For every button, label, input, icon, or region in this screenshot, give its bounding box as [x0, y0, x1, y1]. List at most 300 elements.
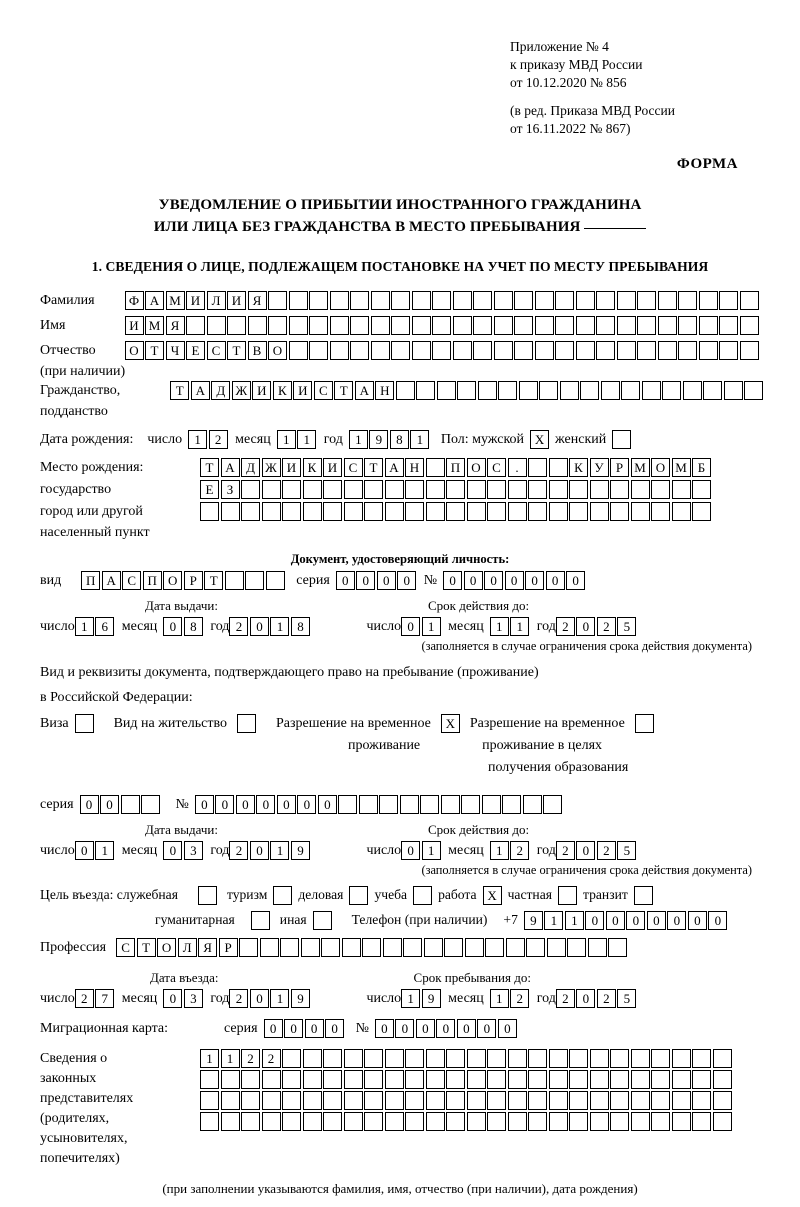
temp-residence-checkbox[interactable]: X: [441, 714, 460, 733]
char-cell[interactable]: 0: [576, 989, 595, 1008]
char-cell[interactable]: [225, 571, 244, 590]
migration-number-boxes[interactable]: [375, 1019, 519, 1038]
char-cell[interactable]: [221, 1091, 240, 1110]
char-cell[interactable]: [383, 938, 402, 957]
char-cell[interactable]: [405, 1049, 424, 1068]
char-cell[interactable]: 2: [597, 617, 616, 636]
char-cell[interactable]: [338, 795, 357, 814]
char-cell[interactable]: [432, 291, 451, 310]
char-cell[interactable]: [692, 1070, 711, 1089]
char-cell[interactable]: [268, 291, 287, 310]
char-cell[interactable]: [344, 480, 363, 499]
char-cell[interactable]: [426, 1112, 445, 1131]
edu-residence-checkbox[interactable]: [635, 714, 654, 733]
char-cell[interactable]: [631, 480, 650, 499]
char-cell[interactable]: [699, 341, 718, 360]
char-cell[interactable]: [221, 502, 240, 521]
char-cell[interactable]: П: [143, 571, 162, 590]
char-cell[interactable]: [323, 1091, 342, 1110]
char-cell[interactable]: [703, 381, 722, 400]
char-cell[interactable]: [301, 938, 320, 957]
char-cell[interactable]: 0: [566, 571, 585, 590]
char-cell[interactable]: 0: [626, 911, 645, 930]
char-cell[interactable]: [610, 1070, 629, 1089]
purpose-other-checkbox[interactable]: [313, 911, 332, 930]
char-cell[interactable]: [642, 381, 661, 400]
char-cell[interactable]: [432, 341, 451, 360]
char-cell[interactable]: [426, 502, 445, 521]
char-cell[interactable]: [412, 341, 431, 360]
char-cell[interactable]: [651, 480, 670, 499]
char-cell[interactable]: [416, 381, 435, 400]
char-cell[interactable]: [437, 381, 456, 400]
char-cell[interactable]: [719, 316, 738, 335]
char-cell[interactable]: [268, 316, 287, 335]
char-cell[interactable]: [535, 341, 554, 360]
char-cell[interactable]: [405, 502, 424, 521]
char-cell[interactable]: 2: [597, 841, 616, 860]
char-cell[interactable]: [444, 938, 463, 957]
char-cell[interactable]: 0: [576, 617, 595, 636]
char-cell[interactable]: [535, 291, 554, 310]
entry-day-boxes[interactable]: [75, 989, 116, 1008]
char-cell[interactable]: [303, 1049, 322, 1068]
char-cell[interactable]: [651, 1091, 670, 1110]
char-cell[interactable]: [321, 938, 340, 957]
purpose-business-checkbox[interactable]: [349, 886, 368, 905]
char-cell[interactable]: 1: [200, 1049, 219, 1068]
char-cell[interactable]: [446, 1049, 465, 1068]
char-cell[interactable]: [744, 381, 763, 400]
char-cell[interactable]: [713, 1049, 732, 1068]
char-cell[interactable]: [239, 938, 258, 957]
char-cell[interactable]: [610, 1112, 629, 1131]
char-cell[interactable]: [420, 795, 439, 814]
char-cell[interactable]: [441, 795, 460, 814]
doc-issue-day-boxes[interactable]: [75, 617, 116, 636]
char-cell[interactable]: 0: [401, 617, 420, 636]
char-cell[interactable]: С: [344, 458, 363, 477]
permit-valid-year-boxes[interactable]: [556, 841, 638, 860]
char-cell[interactable]: [241, 1112, 260, 1131]
char-cell[interactable]: 0: [250, 617, 269, 636]
legal-rep-boxes-row-2[interactable]: [200, 1070, 733, 1089]
char-cell[interactable]: И: [282, 458, 301, 477]
char-cell[interactable]: 2: [229, 989, 248, 1008]
char-cell[interactable]: 8: [291, 617, 310, 636]
doc-valid-day-boxes[interactable]: [401, 617, 442, 636]
char-cell[interactable]: 0: [477, 1019, 496, 1038]
char-cell[interactable]: [651, 1112, 670, 1131]
char-cell[interactable]: [514, 291, 533, 310]
doc-valid-month-boxes[interactable]: [490, 617, 531, 636]
char-cell[interactable]: [672, 1049, 691, 1068]
char-cell[interactable]: 1: [510, 617, 529, 636]
char-cell[interactable]: [506, 938, 525, 957]
char-cell[interactable]: [344, 1091, 363, 1110]
char-cell[interactable]: [494, 341, 513, 360]
citizenship-boxes[interactable]: [170, 381, 765, 400]
char-cell[interactable]: 2: [262, 1049, 281, 1068]
char-cell[interactable]: [303, 1112, 322, 1131]
doc-valid-year-boxes[interactable]: [556, 617, 638, 636]
char-cell[interactable]: .: [508, 458, 527, 477]
char-cell[interactable]: 0: [436, 1019, 455, 1038]
char-cell[interactable]: [362, 938, 381, 957]
char-cell[interactable]: [405, 480, 424, 499]
char-cell[interactable]: [280, 938, 299, 957]
char-cell[interactable]: 1: [270, 989, 289, 1008]
char-cell[interactable]: [549, 480, 568, 499]
char-cell[interactable]: А: [221, 458, 240, 477]
char-cell[interactable]: [344, 502, 363, 521]
char-cell[interactable]: [262, 1112, 281, 1131]
char-cell[interactable]: [590, 1049, 609, 1068]
char-cell[interactable]: 0: [395, 1019, 414, 1038]
surname-boxes[interactable]: [125, 291, 761, 310]
char-cell[interactable]: [330, 316, 349, 335]
char-cell[interactable]: [631, 1091, 650, 1110]
char-cell[interactable]: 0: [708, 911, 727, 930]
char-cell[interactable]: И: [227, 291, 246, 310]
char-cell[interactable]: [549, 1091, 568, 1110]
char-cell[interactable]: [344, 1112, 363, 1131]
char-cell[interactable]: М: [166, 291, 185, 310]
char-cell[interactable]: 0: [401, 841, 420, 860]
char-cell[interactable]: [385, 1091, 404, 1110]
char-cell[interactable]: Н: [405, 458, 424, 477]
sex-male-checkbox[interactable]: X: [530, 430, 549, 449]
char-cell[interactable]: 0: [250, 841, 269, 860]
char-cell[interactable]: 1: [75, 617, 94, 636]
char-cell[interactable]: [528, 1091, 547, 1110]
char-cell[interactable]: [371, 316, 390, 335]
char-cell[interactable]: [692, 1112, 711, 1131]
char-cell[interactable]: [560, 381, 579, 400]
char-cell[interactable]: 6: [95, 617, 114, 636]
residence-permit-checkbox[interactable]: [237, 714, 256, 733]
char-cell[interactable]: [266, 571, 285, 590]
char-cell[interactable]: [364, 1112, 383, 1131]
char-cell[interactable]: [713, 1070, 732, 1089]
char-cell[interactable]: [412, 291, 431, 310]
char-cell[interactable]: 0: [318, 795, 337, 814]
char-cell[interactable]: [262, 1091, 281, 1110]
char-cell[interactable]: [569, 1091, 588, 1110]
char-cell[interactable]: [364, 1070, 383, 1089]
char-cell[interactable]: [596, 291, 615, 310]
char-cell[interactable]: [391, 341, 410, 360]
char-cell[interactable]: 1: [490, 989, 509, 1008]
purpose-service-checkbox[interactable]: [198, 886, 217, 905]
char-cell[interactable]: [473, 316, 492, 335]
char-cell[interactable]: О: [651, 458, 670, 477]
char-cell[interactable]: З: [221, 480, 240, 499]
char-cell[interactable]: 2: [597, 989, 616, 1008]
char-cell[interactable]: А: [102, 571, 121, 590]
char-cell[interactable]: Б: [692, 458, 711, 477]
char-cell[interactable]: Я: [198, 938, 217, 957]
char-cell[interactable]: [350, 316, 369, 335]
char-cell[interactable]: [590, 1112, 609, 1131]
doc-issue-year-boxes[interactable]: [229, 617, 311, 636]
purpose-humanitarian-checkbox[interactable]: [251, 911, 270, 930]
char-cell[interactable]: [528, 502, 547, 521]
char-cell[interactable]: [241, 1091, 260, 1110]
char-cell[interactable]: М: [145, 316, 164, 335]
char-cell[interactable]: [699, 291, 718, 310]
char-cell[interactable]: 2: [510, 841, 529, 860]
char-cell[interactable]: С: [207, 341, 226, 360]
char-cell[interactable]: [576, 291, 595, 310]
char-cell[interactable]: [482, 795, 501, 814]
char-cell[interactable]: Т: [145, 341, 164, 360]
char-cell[interactable]: 0: [100, 795, 119, 814]
char-cell[interactable]: [467, 480, 486, 499]
char-cell[interactable]: [432, 316, 451, 335]
char-cell[interactable]: [658, 341, 677, 360]
char-cell[interactable]: У: [590, 458, 609, 477]
char-cell[interactable]: [596, 341, 615, 360]
doc-number-boxes[interactable]: [443, 571, 587, 590]
char-cell[interactable]: 7: [95, 989, 114, 1008]
char-cell[interactable]: [241, 480, 260, 499]
char-cell[interactable]: [262, 502, 281, 521]
char-cell[interactable]: [528, 1049, 547, 1068]
char-cell[interactable]: [323, 480, 342, 499]
char-cell[interactable]: П: [81, 571, 100, 590]
char-cell[interactable]: 2: [510, 989, 529, 1008]
char-cell[interactable]: 0: [163, 989, 182, 1008]
char-cell[interactable]: 2: [209, 430, 228, 449]
char-cell[interactable]: [528, 458, 547, 477]
char-cell[interactable]: [467, 1112, 486, 1131]
permit-number-boxes[interactable]: [195, 795, 564, 814]
char-cell[interactable]: [549, 1070, 568, 1089]
char-cell[interactable]: 1: [349, 430, 368, 449]
char-cell[interactable]: [350, 291, 369, 310]
char-cell[interactable]: [446, 502, 465, 521]
char-cell[interactable]: 9: [291, 989, 310, 1008]
phone-boxes[interactable]: [524, 911, 729, 930]
char-cell[interactable]: 0: [163, 841, 182, 860]
char-cell[interactable]: [289, 316, 308, 335]
char-cell[interactable]: Е: [200, 480, 219, 499]
char-cell[interactable]: [303, 1091, 322, 1110]
char-cell[interactable]: Д: [211, 381, 230, 400]
char-cell[interactable]: 0: [297, 795, 316, 814]
char-cell[interactable]: [692, 1049, 711, 1068]
char-cell[interactable]: [678, 341, 697, 360]
char-cell[interactable]: О: [268, 341, 287, 360]
char-cell[interactable]: [508, 1091, 527, 1110]
char-cell[interactable]: 8: [184, 617, 203, 636]
char-cell[interactable]: [567, 938, 586, 957]
char-cell[interactable]: [227, 316, 246, 335]
char-cell[interactable]: Т: [334, 381, 353, 400]
char-cell[interactable]: 0: [256, 795, 275, 814]
char-cell[interactable]: [403, 938, 422, 957]
char-cell[interactable]: [405, 1112, 424, 1131]
char-cell[interactable]: [323, 1112, 342, 1131]
char-cell[interactable]: [699, 316, 718, 335]
char-cell[interactable]: [631, 1112, 650, 1131]
char-cell[interactable]: [528, 1070, 547, 1089]
stay-month-boxes[interactable]: [490, 989, 531, 1008]
migration-series-boxes[interactable]: [264, 1019, 346, 1038]
char-cell[interactable]: [221, 1070, 240, 1089]
char-cell[interactable]: [364, 502, 383, 521]
visa-checkbox[interactable]: [75, 714, 94, 733]
permit-valid-day-boxes[interactable]: [401, 841, 442, 860]
char-cell[interactable]: Д: [241, 458, 260, 477]
char-cell[interactable]: [453, 316, 472, 335]
char-cell[interactable]: 1: [188, 430, 207, 449]
char-cell[interactable]: [446, 1070, 465, 1089]
char-cell[interactable]: [547, 938, 566, 957]
char-cell[interactable]: [555, 291, 574, 310]
char-cell[interactable]: 3: [184, 989, 203, 1008]
char-cell[interactable]: 2: [556, 617, 575, 636]
char-cell[interactable]: [330, 291, 349, 310]
char-cell[interactable]: Т: [170, 381, 189, 400]
char-cell[interactable]: Т: [364, 458, 383, 477]
char-cell[interactable]: [473, 341, 492, 360]
char-cell[interactable]: [426, 1070, 445, 1089]
permit-series-boxes[interactable]: [80, 795, 162, 814]
char-cell[interactable]: 9: [422, 989, 441, 1008]
char-cell[interactable]: [467, 1049, 486, 1068]
char-cell[interactable]: 0: [377, 571, 396, 590]
char-cell[interactable]: [549, 502, 568, 521]
char-cell[interactable]: [590, 1070, 609, 1089]
char-cell[interactable]: [323, 1049, 342, 1068]
char-cell[interactable]: К: [303, 458, 322, 477]
permit-issue-year-boxes[interactable]: [229, 841, 311, 860]
char-cell[interactable]: [282, 1091, 301, 1110]
char-cell[interactable]: О: [157, 938, 176, 957]
char-cell[interactable]: [186, 316, 205, 335]
char-cell[interactable]: [309, 291, 328, 310]
char-cell[interactable]: 0: [264, 1019, 283, 1038]
char-cell[interactable]: Н: [375, 381, 394, 400]
char-cell[interactable]: [467, 1070, 486, 1089]
char-cell[interactable]: [610, 502, 629, 521]
char-cell[interactable]: [446, 480, 465, 499]
char-cell[interactable]: [539, 381, 558, 400]
char-cell[interactable]: [740, 291, 759, 310]
char-cell[interactable]: [610, 1091, 629, 1110]
char-cell[interactable]: [672, 502, 691, 521]
char-cell[interactable]: [608, 938, 627, 957]
char-cell[interactable]: 1: [270, 617, 289, 636]
char-cell[interactable]: [262, 1070, 281, 1089]
permit-issue-day-boxes[interactable]: [75, 841, 116, 860]
permit-valid-month-boxes[interactable]: [490, 841, 531, 860]
purpose-study-checkbox[interactable]: [413, 886, 432, 905]
char-cell[interactable]: 2: [229, 617, 248, 636]
char-cell[interactable]: [569, 1049, 588, 1068]
char-cell[interactable]: Я: [166, 316, 185, 335]
char-cell[interactable]: [385, 1070, 404, 1089]
char-cell[interactable]: [662, 381, 681, 400]
char-cell[interactable]: [672, 1070, 691, 1089]
legal-rep-boxes-row-1[interactable]: [200, 1049, 733, 1068]
stay-year-boxes[interactable]: [556, 989, 638, 1008]
char-cell[interactable]: [323, 502, 342, 521]
char-cell[interactable]: [658, 316, 677, 335]
char-cell[interactable]: 0: [397, 571, 416, 590]
char-cell[interactable]: [282, 502, 301, 521]
char-cell[interactable]: 0: [80, 795, 99, 814]
char-cell[interactable]: [637, 341, 656, 360]
char-cell[interactable]: [588, 938, 607, 957]
firstname-boxes[interactable]: [125, 316, 761, 335]
char-cell[interactable]: [555, 341, 574, 360]
char-cell[interactable]: 1: [270, 841, 289, 860]
char-cell[interactable]: И: [252, 381, 271, 400]
char-cell[interactable]: [651, 1070, 670, 1089]
char-cell[interactable]: [385, 480, 404, 499]
char-cell[interactable]: А: [355, 381, 374, 400]
char-cell[interactable]: [200, 502, 219, 521]
char-cell[interactable]: К: [273, 381, 292, 400]
purpose-private-checkbox[interactable]: [558, 886, 577, 905]
char-cell[interactable]: [391, 291, 410, 310]
char-cell[interactable]: С: [487, 458, 506, 477]
birth-day-boxes[interactable]: [188, 430, 229, 449]
char-cell[interactable]: [303, 1070, 322, 1089]
char-cell[interactable]: К: [569, 458, 588, 477]
char-cell[interactable]: [508, 502, 527, 521]
char-cell[interactable]: 0: [457, 1019, 476, 1038]
char-cell[interactable]: [683, 381, 702, 400]
char-cell[interactable]: [508, 1049, 527, 1068]
doc-series-boxes[interactable]: [336, 571, 418, 590]
char-cell[interactable]: [528, 480, 547, 499]
char-cell[interactable]: [678, 316, 697, 335]
char-cell[interactable]: [514, 341, 533, 360]
char-cell[interactable]: О: [163, 571, 182, 590]
char-cell[interactable]: [692, 502, 711, 521]
char-cell[interactable]: 0: [284, 1019, 303, 1038]
char-cell[interactable]: И: [186, 291, 205, 310]
char-cell[interactable]: [519, 381, 538, 400]
char-cell[interactable]: 9: [524, 911, 543, 930]
char-cell[interactable]: [485, 938, 504, 957]
char-cell[interactable]: [672, 1112, 691, 1131]
char-cell[interactable]: 0: [585, 911, 604, 930]
char-cell[interactable]: 0: [375, 1019, 394, 1038]
char-cell[interactable]: [465, 938, 484, 957]
char-cell[interactable]: 2: [241, 1049, 260, 1068]
char-cell[interactable]: [596, 316, 615, 335]
char-cell[interactable]: 0: [546, 571, 565, 590]
char-cell[interactable]: 0: [667, 911, 686, 930]
char-cell[interactable]: М: [631, 458, 650, 477]
birthplace-boxes-line3[interactable]: [200, 502, 713, 521]
char-cell[interactable]: [478, 381, 497, 400]
char-cell[interactable]: [719, 341, 738, 360]
char-cell[interactable]: [385, 502, 404, 521]
char-cell[interactable]: [549, 458, 568, 477]
char-cell[interactable]: [467, 502, 486, 521]
char-cell[interactable]: [502, 795, 521, 814]
char-cell[interactable]: Р: [184, 571, 203, 590]
char-cell[interactable]: [248, 316, 267, 335]
char-cell[interactable]: [692, 1091, 711, 1110]
char-cell[interactable]: [385, 1049, 404, 1068]
